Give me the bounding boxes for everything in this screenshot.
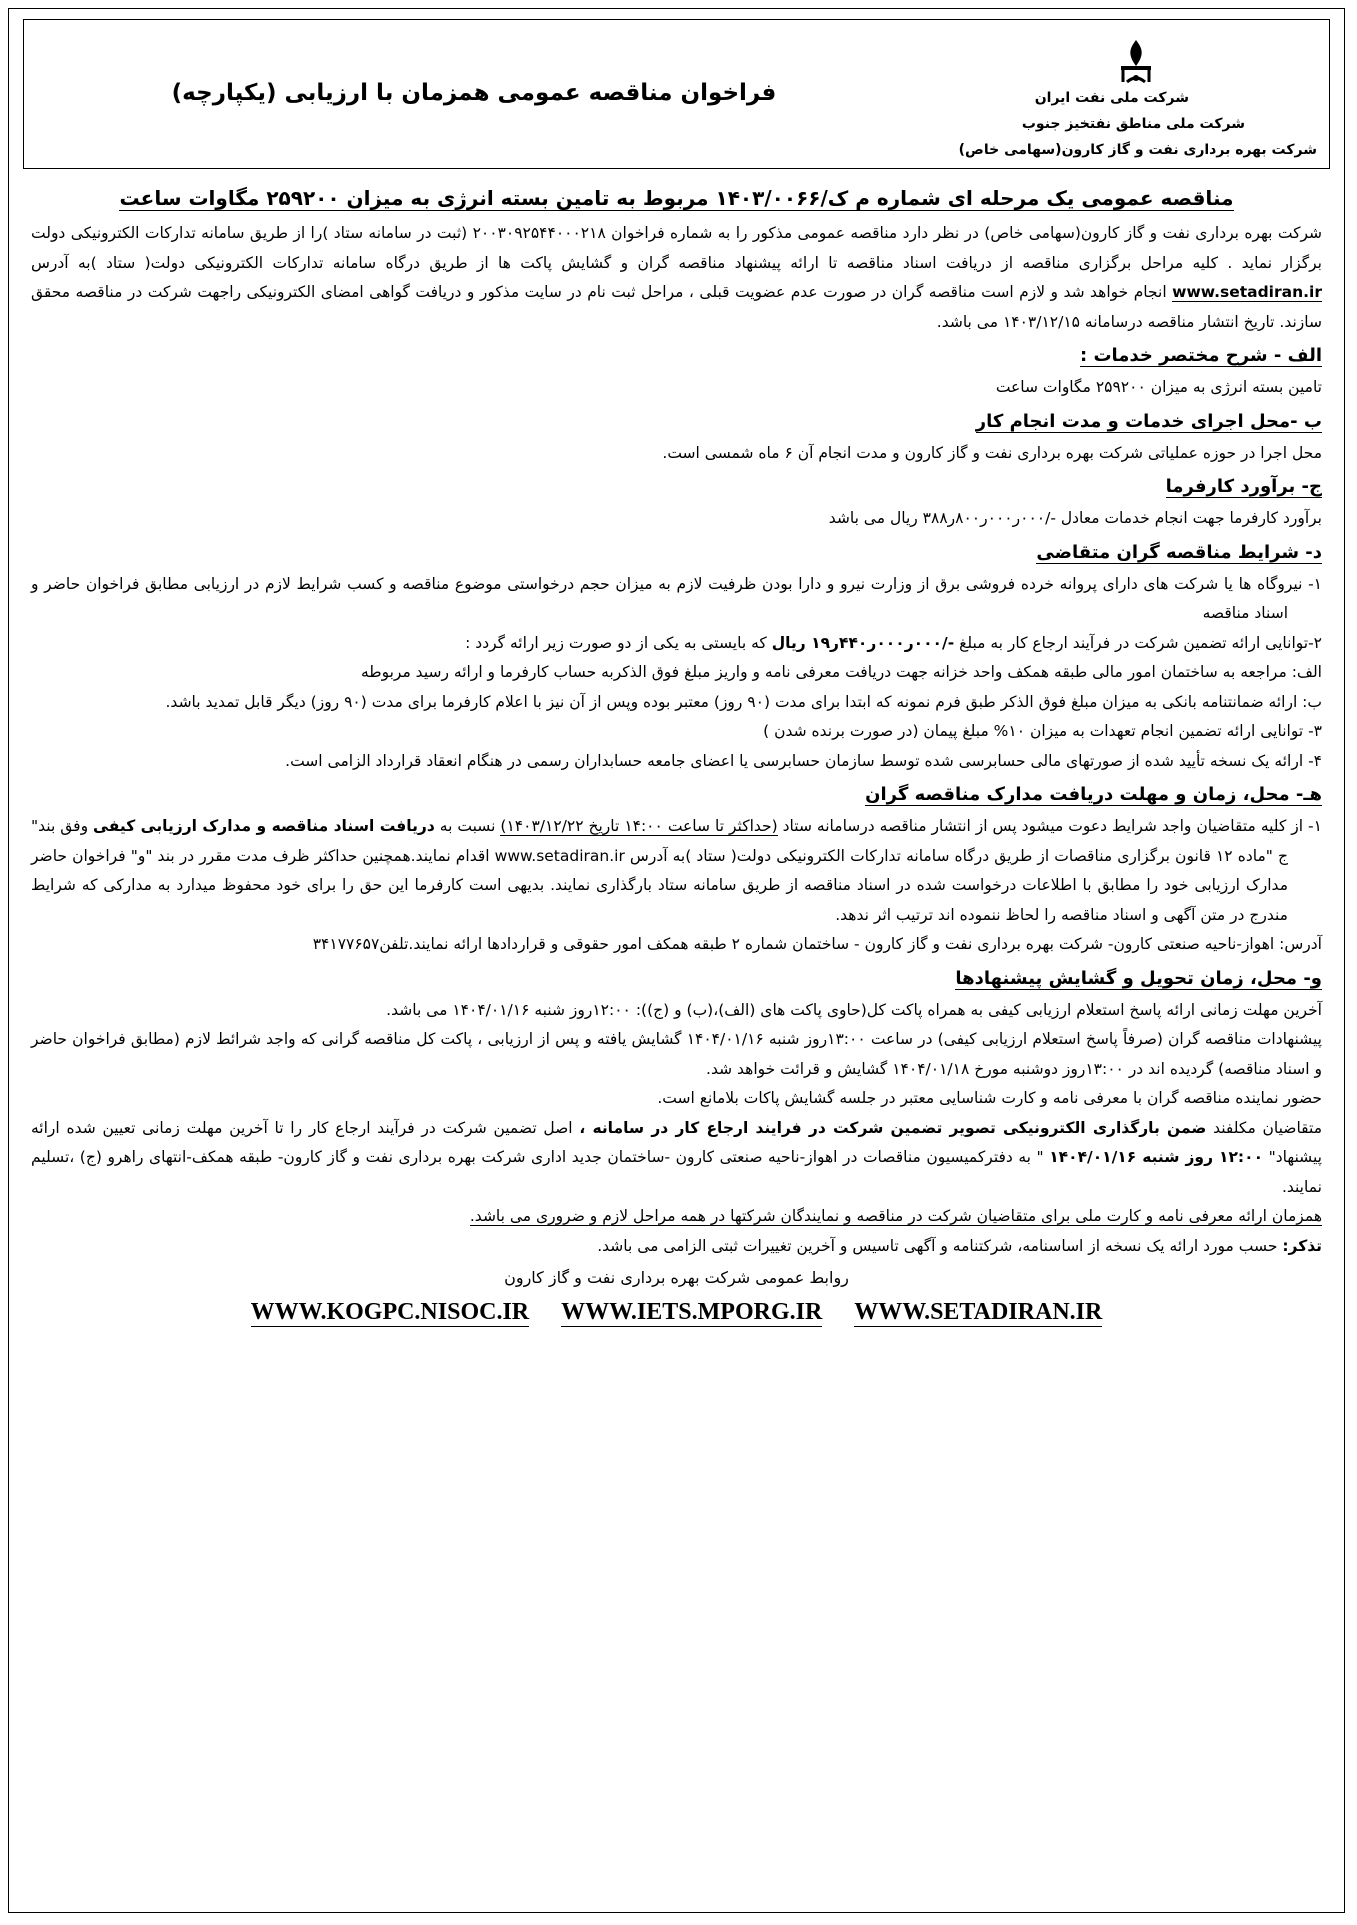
website-kogpc[interactable]: WWW.KOGPC.NISOC.IR	[250, 1299, 530, 1325]
section-v-p5: همزمان ارائه معرفی نامه و کارت ملی برای متقاضیان شرکت در مناقصه و نمایندگان شرکتها در همه مراحل لازم و ضروری می باشد.	[469, 1207, 1322, 1225]
section-b-text: محل اجرا در حوزه عملیاتی شرکت بهره برداری نفت و گاز کارون و مدت انجام آن ۶ ماه شمسی است.	[662, 443, 1322, 462]
section-c-heading: ج- برآورد کارفرما	[1165, 476, 1322, 497]
document-page	[8, 8, 1345, 1913]
section-v-p4: متقاضیان مکلفند ضمن بارگذاری الکترونیکی تصویر تضمین شرکت در فرایند ارجاع کار در سامانه ، اصل تضمین شرکت در فرآیند ارجاع کار را تا آخرین مهلت زمانی تعیین شده ارائه پیشنهاد" ۱۲:۰۰ روز شنبه ۱۴۰۴/۰۱/۱۶ " به دفترکمیسیون مناقصات در اهواز-ناحیه صنعتی کارون -ساختمان جدید اداری شرکت بهره برداری نفت و گاز کارون- طبقه همکف-انتهای راهرو (ج) ،تسلیم نمایند.	[31, 1118, 1322, 1196]
setad-link-2[interactable]: www.setadiran.ir	[494, 846, 625, 865]
document-body	[31, 177, 1322, 1327]
note: تذکر: حسب مورد ارائه یک نسخه از اساسنامه، شرکتنامه و آگهی تاسیس و آخرین تغییرات ثبتی الزامی می باشد.	[597, 1236, 1322, 1255]
section-v-p1: آخرین مهلت زمانی ارائه پاسخ استعلام ارزیابی کیفی به همراه پاکت کل(حاوی پاکت های (الف)،(ب) و (ج)): ۱۲:۰۰روز شنبه ۱۴۰۴/۰۱/۱۶ می باشد.	[386, 1000, 1322, 1019]
section-d-item-4: ۴- ارائه یک نسخه تأیید شده از صورتهای مالی حسابرسی شده توسط سازمان حسابرسی یا اعضای جامعه حسابداران رسمی در هنگام انعقاد قرارداد الزامی است.	[285, 751, 1322, 770]
section-d-item-2: ۲-توانایی ارائه تضمین شرکت در فرآیند ارجاع کار به مبلغ -/۰۰۰ر۰۰۰ر۴۴۰ر۱۹ ریال که بایستی به یکی از دو صورت زیر ارائه گردد :	[465, 633, 1322, 652]
section-h-heading: هـ- محل، زمان و مهلت دریافت مدارک مناقصه گران	[865, 784, 1322, 805]
section-d-heading: د- شرایط مناقصه گران متقاضی	[1036, 541, 1322, 563]
company-name-nioc: شرکت ملی نفت ایران	[1034, 90, 1189, 106]
section-v-heading: و- محل، زمان تحویل و گشایش پیشنهادها	[955, 967, 1322, 989]
section-d-item-3: ۳- توانایی ارائه تضمین انجام تعهدات به میزان ۱۰% مبلغ پیمان (در صورت برنده شدن )	[763, 722, 1322, 740]
header-box	[23, 19, 1330, 169]
section-d-item-2-alef: الف: مراجعه به ساختمان امور مالی طبقه همکف واحد خزانه جهت دریافت معرفی نامه و واریز مبلغ فوق الذکربه حساب کارفرما و ارائه رسید مربوطه	[360, 663, 1322, 681]
document-deadline: (حداکثر تا ساعت ۱۴:۰۰ تاریخ ۱۴۰۳/۱۲/۲۲)	[500, 817, 778, 835]
website-setadiran[interactable]: WWW.SETADIRAN.IR	[854, 1299, 1103, 1325]
website-list	[31, 1299, 1322, 1327]
signature: روابط عمومی شرکت بهره برداری نفت و گاز کارون	[504, 1268, 849, 1287]
section-c-text: برآورد کارفرما جهت انجام خدمات معادل -/۰۰۰ر۰۰۰ر۸۰۰ر۳۸۸ ریال می باشد	[828, 509, 1322, 527]
note-label: تذکر:	[1282, 1236, 1322, 1255]
section-d-item-2-be: ب: ارائه ضمانتنامه بانکی به میزان مبلغ فوق الذکر طبق فرم نمونه که ابتدا برای مدت (۹۰ روز) معتبر بوده وپس از آن نیز با اعلام کارفرما برای مدت (۹۰ روز) دیگر قابل تمدید باشد.	[165, 692, 1322, 711]
website-iets[interactable]: WWW.IETS.MPORG.IR	[561, 1299, 823, 1325]
page-title: فراخوان مناقصه عمومی همزمان با ارزیابی (یکپارچه)	[171, 80, 777, 106]
section-b-heading: ب -محل اجرای خدمات و مدت انجام کار	[975, 410, 1322, 432]
section-d-item-1: ۱- نیروگاه ها یا شرکت های دارای پروانه خرده فروشی برق از وزارت نیرو و دارا بودن ظرفیت لازم به میزان حجم درخواستی موضوع مناقصه و کسب شرایط لازم در ارزیابی مطابق فراخوان حاضر و اسناد مناقصه	[31, 574, 1322, 622]
tender-title: مناقصه عمومی یک مرحله ای شماره م ک/۱۴۰۳/۰۰۶۶ مربوط به تامین بسته انرژی به میزان ۲۵۹۲۰۰ مگاوات ساعت	[119, 186, 1234, 210]
section-a-heading: الف - شرح مختصر خدمات :	[1080, 345, 1322, 366]
section-a-text: تامین بسته انرژی به میزان ۲۵۹۲۰۰ مگاوات ساعت	[995, 378, 1322, 396]
nioc-logo-icon	[1115, 36, 1157, 86]
section-h-address: آدرس: اهواز-ناحیه صنعتی کارون- شرکت بهره برداری نفت و گاز کارون - ساختمان شماره ۲ طبقه همکف امور حقوقی و قراردادها ارائه نمایند.تلفن۳۴۱۷۷۶۵۷	[312, 935, 1322, 953]
section-h-item-1: ۱- از کلیه متقاضیان واجد شرایط دعوت میشود پس از انتشار مناقصه درسامانه ستاد (حداکثر تا ساعت ۱۴:۰۰ تاریخ ۱۴۰۳/۱۲/۲۲) نسبت به دریافت اسناد مناقصه و مدارک ارزیابی کیفی وفق بند" ج "ماده ۱۲ قانون برگزاری مناقصات از طریق درگاه سامانه تدارکات الکترونیکی دولت( ستاد )به آدرس www.setadiran.ir اقدام نمایند.همچنین حداکثر ظرف مدت مقرر در بند "و" فراخوان حاضر مدارک ارزیابی خود را مطابق با اطلاعات درخواست شده در اسناد مناقصه از طریق سامانه ستاد بارگذاری نمایند. بدیهی است کارفرما این حق را برای خود محفوظ میدارد به مدارکی که شرایط مندرج در متن آگهی و اسناد مناقصه را لحاظ ننموده اند ترتیب اثر ندهد.	[31, 817, 1322, 924]
setad-link[interactable]: www.setadiran.ir	[1172, 283, 1322, 301]
company-name-karun: شرکت بهره برداری نفت و گاز کارون(سهامی خاص)	[958, 142, 1317, 158]
company-name-nisoc: شرکت ملی مناطق نفتخیز جنوب	[1021, 116, 1245, 132]
section-v-p2: پیشنهادات مناقصه گران (صرفاً پاسخ استعلام ارزیابی کیفی) در ساعت ۱۳:۰۰روز شنبه ۱۴۰۴/۰۱/۱۶ گشایش یافته و پس از ارزیابی ، پاکت کل مناقصه گرانی که واجد شرائط لازم (مطابق فراخوان حاضر و اسناد مناقصه) گردیده اند در ۱۳:۰۰روز دوشنبه مورخ ۱۴۰۴/۰۱/۱۸ گشایش و قرائت خواهد شد.	[31, 1030, 1322, 1078]
tender-intro: شرکت بهره برداری نفت و گاز کارون(سهامی خاص) در نظر دارد مناقصه عمومی مذکور را به شماره فراخوان ۲۰۰۳۰۹۲۵۴۴۰۰۰۲۱۸ (ثبت در سامانه ستاد )را از طریق سامانه تدارکات الکترونیکی دولت برگزار نماید . کلیه مراحل برگزاری مناقصه از دریافت اسناد مناقصه تا ارائه پیشنهاد مناقصه گران و گشایش پاکت ها از طریق درگاه سامانه تدارکات الکترونیکی دولت( ستاد )به آدرس www.setadiran.ir انجام خواهد شد و لازم است مناقصه گران در صورت عدم عضویت قبلی ، مراحل ثبت نام در سایت مذکور و دریافت گواهی امضای الکترونیکی راجهت شرکت در مناقصه محقق سازند. تاریخ انتشار مناقصه درسامانه ۱۴۰۳/۱۲/۱۵ می باشد.	[31, 224, 1322, 331]
guarantee-amount: -/۰۰۰ر۰۰۰ر۴۴۰ر۱۹ ریال	[771, 633, 955, 652]
section-v-p3: حضور نماینده مناقصه گران با معرفی نامه و کارت شناسایی معتبر در جلسه گشایش پاکات بلامانع است.	[657, 1089, 1322, 1107]
